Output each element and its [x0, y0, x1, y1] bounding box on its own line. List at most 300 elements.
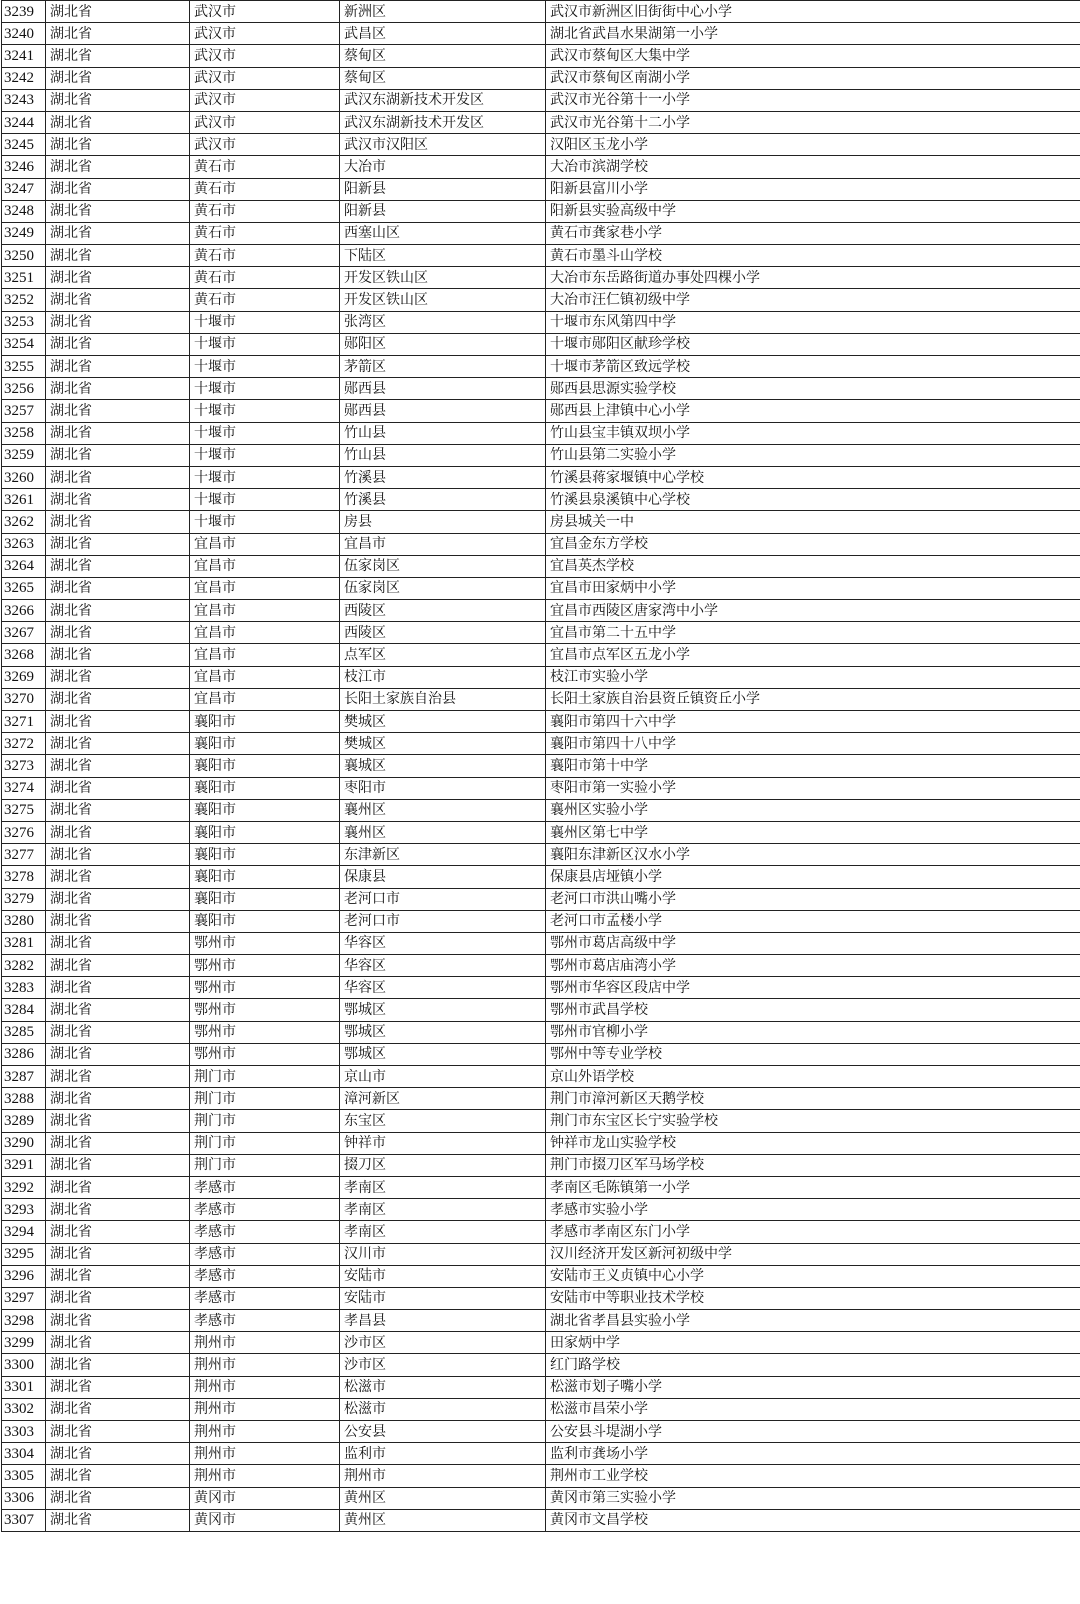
- district-cell: 蔡甸区: [340, 45, 546, 67]
- school-name-cell: 阳新县富川小学: [546, 178, 1080, 200]
- school-name-cell: 枝江市实验小学: [546, 666, 1080, 688]
- province-cell: 湖北省: [46, 1332, 190, 1354]
- province-cell: 湖北省: [46, 977, 190, 999]
- city-cell: 孝感市: [190, 1243, 340, 1265]
- table-row: [2, 555, 1080, 577]
- school-name-cell: 十堰市郧阳区献珍学校: [546, 333, 1080, 355]
- province-cell: 湖北省: [46, 1154, 190, 1176]
- city-cell: 荆州市: [190, 1465, 340, 1487]
- district-cell: 鄂城区: [340, 1043, 546, 1065]
- city-cell: 宜昌市: [190, 644, 340, 666]
- province-cell: 湖北省: [46, 356, 190, 378]
- city-cell: 十堰市: [190, 444, 340, 466]
- city-cell: 襄阳市: [190, 866, 340, 888]
- district-cell: 华容区: [340, 932, 546, 954]
- school-name-cell: 宜昌市西陵区唐家湾中小学: [546, 600, 1080, 622]
- school-name-cell: 公安县斗堤湖小学: [546, 1421, 1080, 1443]
- row-number: 3259: [2, 444, 46, 466]
- table-row: [2, 955, 1080, 977]
- row-number: 3261: [2, 489, 46, 511]
- city-cell: 荆门市: [190, 1154, 340, 1176]
- district-cell: 阳新县: [340, 200, 546, 222]
- school-name-cell: 房县城关一中: [546, 511, 1080, 533]
- district-cell: 郧西县: [340, 378, 546, 400]
- province-cell: 湖北省: [46, 511, 190, 533]
- province-cell: 湖北省: [46, 267, 190, 289]
- school-name-cell: 竹山县第二实验小学: [546, 444, 1080, 466]
- school-name-cell: 鄂州市葛店庙湾小学: [546, 955, 1080, 977]
- table-row: [2, 1398, 1080, 1420]
- school-name-cell: 郧西县上津镇中心小学: [546, 400, 1080, 422]
- school-name-cell: 武汉市光谷第十二小学: [546, 111, 1080, 133]
- district-cell: 老河口市: [340, 910, 546, 932]
- district-cell: 老河口市: [340, 888, 546, 910]
- row-number: 3294: [2, 1221, 46, 1243]
- school-name-cell: 孝南区毛陈镇第一小学: [546, 1176, 1080, 1198]
- row-number: 3276: [2, 821, 46, 843]
- row-number: 3263: [2, 533, 46, 555]
- table-row: [2, 1043, 1080, 1065]
- row-number: 3258: [2, 422, 46, 444]
- row-number: 3278: [2, 866, 46, 888]
- row-number: 3295: [2, 1243, 46, 1265]
- district-cell: 武汉东湖新技术开发区: [340, 111, 546, 133]
- district-cell: 华容区: [340, 955, 546, 977]
- row-number: 3281: [2, 932, 46, 954]
- district-cell: 黄州区: [340, 1487, 546, 1509]
- province-cell: 湖北省: [46, 1376, 190, 1398]
- province-cell: 湖北省: [46, 23, 190, 45]
- school-name-cell: 松滋市划子嘴小学: [546, 1376, 1080, 1398]
- province-cell: 湖北省: [46, 111, 190, 133]
- school-name-cell: 荆门市漳河新区天鹅学校: [546, 1088, 1080, 1110]
- district-cell: 竹溪县: [340, 489, 546, 511]
- row-number: 3296: [2, 1265, 46, 1287]
- table-row: [2, 1443, 1080, 1465]
- school-name-cell: 竹山县宝丰镇双坝小学: [546, 422, 1080, 444]
- district-cell: 郧阳区: [340, 333, 546, 355]
- row-number: 3265: [2, 577, 46, 599]
- city-cell: 黄冈市: [190, 1509, 340, 1531]
- district-cell: 孝南区: [340, 1199, 546, 1221]
- city-cell: 襄阳市: [190, 777, 340, 799]
- district-cell: 襄州区: [340, 799, 546, 821]
- table-row: [2, 1465, 1080, 1487]
- table-row: [2, 1088, 1080, 1110]
- city-cell: 武汉市: [190, 134, 340, 156]
- district-cell: 西陵区: [340, 622, 546, 644]
- district-cell: 张湾区: [340, 311, 546, 333]
- district-cell: 竹山县: [340, 422, 546, 444]
- table-row: [2, 888, 1080, 910]
- city-cell: 荆州市: [190, 1421, 340, 1443]
- row-number: 3301: [2, 1376, 46, 1398]
- row-number: 3297: [2, 1287, 46, 1309]
- district-cell: 开发区铁山区: [340, 267, 546, 289]
- city-cell: 襄阳市: [190, 799, 340, 821]
- district-cell: 安陆市: [340, 1265, 546, 1287]
- district-cell: 阳新县: [340, 178, 546, 200]
- table-row: [2, 444, 1080, 466]
- row-number: 3267: [2, 622, 46, 644]
- province-cell: 湖北省: [46, 134, 190, 156]
- district-cell: 茅箭区: [340, 356, 546, 378]
- district-cell: 漳河新区: [340, 1088, 546, 1110]
- district-cell: 鄂城区: [340, 1021, 546, 1043]
- district-cell: 竹山县: [340, 444, 546, 466]
- school-name-cell: 荆门市东宝区长宁实验学校: [546, 1110, 1080, 1132]
- district-cell: 黄州区: [340, 1509, 546, 1531]
- table-row: [2, 688, 1080, 710]
- city-cell: 鄂州市: [190, 977, 340, 999]
- district-cell: 开发区铁山区: [340, 289, 546, 311]
- row-number: 3304: [2, 1443, 46, 1465]
- school-name-cell: 保康县店垭镇小学: [546, 866, 1080, 888]
- province-cell: 湖北省: [46, 200, 190, 222]
- district-cell: 西塞山区: [340, 222, 546, 244]
- row-number: 3240: [2, 23, 46, 45]
- table-row: [2, 245, 1080, 267]
- school-name-cell: 黄石市龚家巷小学: [546, 222, 1080, 244]
- school-name-cell: 大冶市东岳路街道办事处四棵小学: [546, 267, 1080, 289]
- district-cell: 孝昌县: [340, 1310, 546, 1332]
- city-cell: 宜昌市: [190, 577, 340, 599]
- school-name-cell: 鄂州市武昌学校: [546, 999, 1080, 1021]
- district-cell: 武昌区: [340, 23, 546, 45]
- province-cell: 湖北省: [46, 1287, 190, 1309]
- school-name-cell: 鄂州市华容区段店中学: [546, 977, 1080, 999]
- table-row: [2, 1376, 1080, 1398]
- city-cell: 襄阳市: [190, 844, 340, 866]
- province-cell: 湖北省: [46, 1243, 190, 1265]
- city-cell: 十堰市: [190, 378, 340, 400]
- city-cell: 襄阳市: [190, 755, 340, 777]
- school-name-cell: 荆州市工业学校: [546, 1465, 1080, 1487]
- province-cell: 湖北省: [46, 245, 190, 267]
- district-cell: 孝南区: [340, 1221, 546, 1243]
- table-row: [2, 1066, 1080, 1088]
- district-cell: 房县: [340, 511, 546, 533]
- school-name-cell: 竹溪县泉溪镇中心学校: [546, 489, 1080, 511]
- table-row: [2, 666, 1080, 688]
- table-row: [2, 622, 1080, 644]
- district-cell: 东津新区: [340, 844, 546, 866]
- row-number: 3275: [2, 799, 46, 821]
- district-cell: 蔡甸区: [340, 67, 546, 89]
- province-cell: 湖北省: [46, 1354, 190, 1376]
- row-number: 3289: [2, 1110, 46, 1132]
- city-cell: 宜昌市: [190, 688, 340, 710]
- district-cell: 襄州区: [340, 821, 546, 843]
- row-number: 3279: [2, 888, 46, 910]
- province-cell: 湖北省: [46, 888, 190, 910]
- row-number: 3252: [2, 289, 46, 311]
- row-number: 3255: [2, 356, 46, 378]
- province-cell: 湖北省: [46, 1398, 190, 1420]
- school-name-cell: 襄阳市第四十六中学: [546, 711, 1080, 733]
- province-cell: 湖北省: [46, 733, 190, 755]
- school-name-cell: 襄阳市第十中学: [546, 755, 1080, 777]
- district-cell: 伍家岗区: [340, 577, 546, 599]
- row-number: 3268: [2, 644, 46, 666]
- school-name-cell: 阳新县实验高级中学: [546, 200, 1080, 222]
- row-number: 3246: [2, 156, 46, 178]
- city-cell: 十堰市: [190, 333, 340, 355]
- row-number: 3288: [2, 1088, 46, 1110]
- province-cell: 湖北省: [46, 1043, 190, 1065]
- city-cell: 黄石市: [190, 222, 340, 244]
- city-cell: 武汉市: [190, 45, 340, 67]
- table-row: [2, 1176, 1080, 1198]
- row-number: 3239: [2, 1, 46, 23]
- row-number: 3292: [2, 1176, 46, 1198]
- table-row: [2, 932, 1080, 954]
- province-cell: 湖北省: [46, 333, 190, 355]
- school-name-cell: 武汉市新洲区旧街街中心小学: [546, 1, 1080, 23]
- row-number: 3249: [2, 222, 46, 244]
- table-row: [2, 311, 1080, 333]
- province-cell: 湖北省: [46, 1066, 190, 1088]
- table-row: [2, 489, 1080, 511]
- district-cell: 汉川市: [340, 1243, 546, 1265]
- row-number: 3284: [2, 999, 46, 1021]
- city-cell: 襄阳市: [190, 910, 340, 932]
- row-number: 3305: [2, 1465, 46, 1487]
- table-row: [2, 1199, 1080, 1221]
- row-number: 3290: [2, 1132, 46, 1154]
- district-cell: 伍家岗区: [340, 555, 546, 577]
- city-cell: 十堰市: [190, 466, 340, 488]
- table-row: [2, 200, 1080, 222]
- table-row: [2, 1021, 1080, 1043]
- school-name-cell: 襄阳市第四十八中学: [546, 733, 1080, 755]
- table-row: [2, 45, 1080, 67]
- province-cell: 湖北省: [46, 1265, 190, 1287]
- city-cell: 黄石市: [190, 200, 340, 222]
- province-cell: 湖北省: [46, 222, 190, 244]
- city-cell: 宜昌市: [190, 533, 340, 555]
- school-name-cell: 郧西县思源实验学校: [546, 378, 1080, 400]
- province-cell: 湖北省: [46, 533, 190, 555]
- district-cell: 沙市区: [340, 1332, 546, 1354]
- table-row: [2, 866, 1080, 888]
- school-name-cell: 湖北省武昌水果湖第一小学: [546, 23, 1080, 45]
- row-number: 3254: [2, 333, 46, 355]
- city-cell: 黄石市: [190, 289, 340, 311]
- table-row: [2, 1221, 1080, 1243]
- district-cell: 武汉东湖新技术开发区: [340, 89, 546, 111]
- table-row: [2, 134, 1080, 156]
- row-number: 3283: [2, 977, 46, 999]
- province-cell: 湖北省: [46, 1221, 190, 1243]
- city-cell: 孝感市: [190, 1199, 340, 1221]
- row-number: 3306: [2, 1487, 46, 1509]
- school-name-cell: 长阳土家族自治县资丘镇资丘小学: [546, 688, 1080, 710]
- table-row: [2, 400, 1080, 422]
- school-name-cell: 宜昌市点军区五龙小学: [546, 644, 1080, 666]
- district-cell: 东宝区: [340, 1110, 546, 1132]
- province-cell: 湖北省: [46, 1021, 190, 1043]
- city-cell: 宜昌市: [190, 600, 340, 622]
- city-cell: 襄阳市: [190, 821, 340, 843]
- table-row: [2, 1354, 1080, 1376]
- district-cell: 监利市: [340, 1443, 546, 1465]
- table-row: [2, 600, 1080, 622]
- province-cell: 湖北省: [46, 999, 190, 1021]
- table-row: [2, 67, 1080, 89]
- school-name-cell: 松滋市昌荣小学: [546, 1398, 1080, 1420]
- province-cell: 湖北省: [46, 1110, 190, 1132]
- row-number: 3245: [2, 134, 46, 156]
- province-cell: 湖北省: [46, 777, 190, 799]
- province-cell: 湖北省: [46, 89, 190, 111]
- table-row: [2, 1, 1080, 23]
- province-cell: 湖北省: [46, 489, 190, 511]
- district-cell: 鄂城区: [340, 999, 546, 1021]
- city-cell: 荆门市: [190, 1088, 340, 1110]
- school-name-cell: 大冶市滨湖学校: [546, 156, 1080, 178]
- province-cell: 湖北省: [46, 1132, 190, 1154]
- table-row: [2, 777, 1080, 799]
- district-cell: 钟祥市: [340, 1132, 546, 1154]
- table-row: [2, 1332, 1080, 1354]
- row-number: 3260: [2, 466, 46, 488]
- school-name-cell: 京山外语学校: [546, 1066, 1080, 1088]
- row-number: 3242: [2, 67, 46, 89]
- district-cell: 长阳土家族自治县: [340, 688, 546, 710]
- city-cell: 孝感市: [190, 1287, 340, 1309]
- table-body: [2, 1, 1080, 1532]
- table-row: [2, 1265, 1080, 1287]
- row-number: 3270: [2, 688, 46, 710]
- city-cell: 十堰市: [190, 356, 340, 378]
- table-row: [2, 644, 1080, 666]
- province-cell: 湖北省: [46, 1443, 190, 1465]
- table-row: [2, 511, 1080, 533]
- district-cell: 掇刀区: [340, 1154, 546, 1176]
- province-cell: 湖北省: [46, 1509, 190, 1531]
- city-cell: 荆州市: [190, 1443, 340, 1465]
- school-name-cell: 孝感市孝南区东门小学: [546, 1221, 1080, 1243]
- school-name-cell: 荆门市掇刀区军马场学校: [546, 1154, 1080, 1176]
- school-name-cell: 宜昌英杰学校: [546, 555, 1080, 577]
- school-name-cell: 武汉市光谷第十一小学: [546, 89, 1080, 111]
- school-name-cell: 老河口市孟楼小学: [546, 910, 1080, 932]
- district-cell: 荆州市: [340, 1465, 546, 1487]
- table-row: [2, 999, 1080, 1021]
- district-cell: 松滋市: [340, 1376, 546, 1398]
- school-name-cell: 竹溪县蒋家堰镇中心学校: [546, 466, 1080, 488]
- school-name-cell: 孝感市实验小学: [546, 1199, 1080, 1221]
- row-number: 3291: [2, 1154, 46, 1176]
- city-cell: 十堰市: [190, 489, 340, 511]
- city-cell: 荆门市: [190, 1066, 340, 1088]
- table-row: [2, 910, 1080, 932]
- district-cell: 宜昌市: [340, 533, 546, 555]
- row-number: 3286: [2, 1043, 46, 1065]
- school-name-cell: 宜昌市田家炳中小学: [546, 577, 1080, 599]
- district-cell: 保康县: [340, 866, 546, 888]
- table-row: [2, 844, 1080, 866]
- table-row: [2, 333, 1080, 355]
- school-name-cell: 大冶市汪仁镇初级中学: [546, 289, 1080, 311]
- row-number: 3277: [2, 844, 46, 866]
- table-row: [2, 1421, 1080, 1443]
- province-cell: 湖北省: [46, 400, 190, 422]
- table-row: [2, 1287, 1080, 1309]
- table-row: [2, 89, 1080, 111]
- city-cell: 十堰市: [190, 400, 340, 422]
- table-row: [2, 222, 1080, 244]
- table-row: [2, 1310, 1080, 1332]
- school-name-cell: 襄州区实验小学: [546, 799, 1080, 821]
- province-cell: 湖北省: [46, 466, 190, 488]
- school-name-cell: 老河口市洪山嘴小学: [546, 888, 1080, 910]
- school-name-cell: 宜昌金东方学校: [546, 533, 1080, 555]
- row-number: 3274: [2, 777, 46, 799]
- district-cell: 竹溪县: [340, 466, 546, 488]
- city-cell: 十堰市: [190, 311, 340, 333]
- province-cell: 湖北省: [46, 1, 190, 23]
- table-row: [2, 111, 1080, 133]
- province-cell: 湖北省: [46, 688, 190, 710]
- school-name-cell: 监利市龚场小学: [546, 1443, 1080, 1465]
- district-cell: 公安县: [340, 1421, 546, 1443]
- province-cell: 湖北省: [46, 666, 190, 688]
- district-cell: 松滋市: [340, 1398, 546, 1420]
- row-number: 3243: [2, 89, 46, 111]
- city-cell: 黄石市: [190, 245, 340, 267]
- district-cell: 武汉市汉阳区: [340, 134, 546, 156]
- table-row: [2, 977, 1080, 999]
- city-cell: 武汉市: [190, 23, 340, 45]
- city-cell: 鄂州市: [190, 1021, 340, 1043]
- province-cell: 湖北省: [46, 1088, 190, 1110]
- province-cell: 湖北省: [46, 311, 190, 333]
- city-cell: 襄阳市: [190, 711, 340, 733]
- city-cell: 荆门市: [190, 1110, 340, 1132]
- school-name-cell: 枣阳市第一实验小学: [546, 777, 1080, 799]
- table-row: [2, 466, 1080, 488]
- city-cell: 黄石市: [190, 267, 340, 289]
- school-name-cell: 黄石市墨斗山学校: [546, 245, 1080, 267]
- row-number: 3299: [2, 1332, 46, 1354]
- province-cell: 湖北省: [46, 378, 190, 400]
- table-row: [2, 378, 1080, 400]
- row-number: 3303: [2, 1421, 46, 1443]
- district-cell: 樊城区: [340, 711, 546, 733]
- province-cell: 湖北省: [46, 1465, 190, 1487]
- province-cell: 湖北省: [46, 577, 190, 599]
- school-list-table: [1, 0, 1080, 1532]
- table-row: [2, 821, 1080, 843]
- district-cell: 下陆区: [340, 245, 546, 267]
- district-cell: 西陵区: [340, 600, 546, 622]
- province-cell: 湖北省: [46, 932, 190, 954]
- province-cell: 湖北省: [46, 755, 190, 777]
- school-name-cell: 钟祥市龙山实验学校: [546, 1132, 1080, 1154]
- city-cell: 宜昌市: [190, 666, 340, 688]
- row-number: 3302: [2, 1398, 46, 1420]
- city-cell: 鄂州市: [190, 932, 340, 954]
- school-name-cell: 汉川经济开发区新河初级中学: [546, 1243, 1080, 1265]
- table-row: [2, 1509, 1080, 1531]
- table-row: [2, 1154, 1080, 1176]
- city-cell: 孝感市: [190, 1310, 340, 1332]
- city-cell: 十堰市: [190, 511, 340, 533]
- district-cell: 新洲区: [340, 1, 546, 23]
- table-row: [2, 733, 1080, 755]
